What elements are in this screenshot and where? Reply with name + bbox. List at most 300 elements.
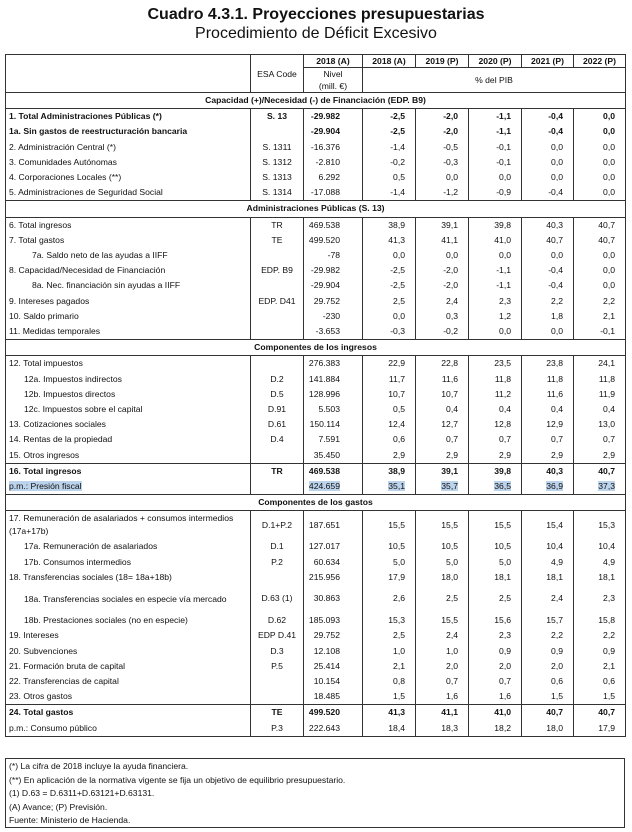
row-pct-value: 0,8 (363, 674, 416, 689)
header-esa-code: ESA Code (251, 55, 304, 93)
row-pct-value: 39,1 (416, 463, 469, 479)
row-pct-value: 2,2 (574, 294, 626, 309)
row-esa-code: D.5 (251, 387, 304, 402)
header-row-years (6, 55, 626, 68)
row-pct-value: 15,6 (469, 613, 522, 628)
row-label: 12. Total impuestos (6, 356, 251, 372)
row-pct-value (522, 479, 574, 495)
table-row (6, 628, 626, 643)
row-pct-value: -0,5 (416, 140, 469, 155)
row-pct-value: -0,1 (574, 324, 626, 340)
row-label: 22. Transferencias de capital (6, 674, 251, 689)
row-level: 25.414 (304, 659, 363, 674)
row-pct-value: 2,1 (574, 659, 626, 674)
row-pct-value: 0,0 (469, 324, 522, 340)
row-pct-value: 15,5 (416, 511, 469, 540)
table-row (6, 463, 626, 479)
row-level: 215.956 (304, 570, 363, 585)
row-level: -29.904 (304, 124, 363, 139)
row-pct-value: 0,7 (469, 432, 522, 447)
header-level-unit: (mill. €) (304, 80, 363, 93)
row-level: 150.114 (304, 417, 363, 432)
table-row (6, 387, 626, 402)
row-pct-value: 1,5 (574, 689, 626, 705)
row-pct-value: 15,8 (574, 613, 626, 628)
row-level: 185.093 (304, 613, 363, 628)
row-pct-value: 2,5 (363, 628, 416, 643)
table-row (6, 309, 626, 324)
table-row (6, 170, 626, 185)
row-label: 14. Rentas de la propiedad (6, 432, 251, 447)
row-pct-value: 39,1 (416, 217, 469, 233)
row-pct-value: 2,0 (416, 659, 469, 674)
section-header (6, 93, 626, 109)
row-esa-code: EDP. D41 (251, 294, 304, 309)
row-level: 35.450 (304, 448, 363, 464)
row-pct-value: 40,7 (574, 217, 626, 233)
footnote: (A) Avance; (P) Previsión. (9, 801, 108, 812)
row-pct-value: 40,3 (522, 463, 574, 479)
row-pct-value: 40,7 (574, 233, 626, 248)
row-pct-value: 18,1 (469, 570, 522, 585)
row-label: 6. Total ingresos (6, 217, 251, 233)
row-label: 18a. Transferencias sociales en especie vía mercado (6, 585, 251, 613)
row-pct-value-text: 36,9 (546, 481, 563, 492)
row-pct-value: 0,0 (416, 170, 469, 185)
row-pct-value: 41,1 (416, 233, 469, 248)
table-row (6, 372, 626, 387)
row-pct-value: 1,2 (469, 309, 522, 324)
table-row (6, 674, 626, 689)
row-pct-value: 0,0 (574, 248, 626, 263)
table-row (6, 294, 626, 309)
header-year-0: 2018 (A) (363, 55, 416, 68)
row-pct-value: 0,0 (522, 248, 574, 263)
row-pct-value: -1,1 (469, 124, 522, 139)
row-label: 11. Medidas temporales (6, 324, 251, 340)
row-label: 12b. Impuestos directos (6, 387, 251, 402)
row-label: 13. Cotizaciones sociales (6, 417, 251, 432)
header-pct-gdp: % del PIB (363, 68, 626, 93)
row-level: 276.383 (304, 356, 363, 372)
row-pct-value: 11,7 (363, 372, 416, 387)
table-row (6, 585, 626, 613)
row-esa-code: TR (251, 463, 304, 479)
row-pct-value: -1,2 (416, 185, 469, 201)
table-row (6, 324, 626, 340)
footnote: (1) D.63 = D.6311+D.63121+D.63131. (9, 788, 155, 799)
footnote: (*) La cifra de 2018 incluye la ayuda financiera. (9, 761, 189, 771)
row-pct-value: 41,0 (469, 705, 522, 721)
row-pct-value: -0,9 (469, 185, 522, 201)
row-esa-code: D.61 (251, 417, 304, 432)
row-pct-value: 2,1 (363, 659, 416, 674)
row-label: 18. Transferencias sociales (18= 18a+18b) (6, 570, 251, 585)
row-pct-value: 0,9 (469, 644, 522, 659)
row-label: 16. Total ingresos (6, 463, 251, 479)
row-level: 222.643 (304, 721, 363, 737)
row-pct-value: 11,8 (574, 372, 626, 387)
table-title: Cuadro 4.3.1. Proyecciones presupuestarias (147, 6, 485, 23)
row-pct-value: 18,2 (469, 721, 522, 737)
row-pct-value: 2,3 (574, 585, 626, 613)
row-level: 12.108 (304, 644, 363, 659)
row-label: 23. Otros gastos (6, 689, 251, 705)
row-pct-value: 10,7 (363, 387, 416, 402)
row-pct-value: 0,0 (574, 278, 626, 293)
row-pct-value: 0,6 (522, 674, 574, 689)
row-pct-value: 11,6 (522, 387, 574, 402)
row-pct-value: 0,5 (363, 170, 416, 185)
row-level: 10.154 (304, 674, 363, 689)
row-pct-value: 2,2 (522, 628, 574, 643)
row-pct-value: 13,0 (574, 417, 626, 432)
row-pct-value: 15,3 (574, 511, 626, 540)
row-label: 8. Capacidad/Necesidad de Financiación (6, 263, 251, 278)
row-pct-value: 4,9 (522, 555, 574, 570)
row-pct-value: 0,0 (363, 309, 416, 324)
row-pct-value-text: 36,5 (494, 481, 511, 492)
row-esa-code: P.2 (251, 555, 304, 570)
row-pct-value: 18,0 (522, 721, 574, 737)
table-row (6, 263, 626, 278)
row-pct-value: 10,4 (522, 539, 574, 554)
section-title: Componentes de los gastos (6, 495, 626, 511)
table-row (6, 721, 626, 737)
row-label: 7. Total gastos (6, 233, 251, 248)
row-level: 499.520 (304, 705, 363, 721)
row-pct-value: 1,6 (469, 689, 522, 705)
row-esa-code: S. 13 (251, 109, 304, 125)
row-label: 1. Total Administraciones Públicas (*) (6, 109, 251, 125)
row-level: 5.503 (304, 402, 363, 417)
table-row (6, 705, 626, 721)
row-pct-value: 15,3 (363, 613, 416, 628)
row-pct-value: 12,9 (522, 417, 574, 432)
row-pct-value: 1,0 (363, 644, 416, 659)
row-pct-value: 22,8 (416, 356, 469, 372)
row-label: 8a. Nec. financiación sin ayudas a IIFF (6, 278, 251, 293)
row-pct-value: -1,4 (363, 140, 416, 155)
row-pct-value: 0,4 (522, 402, 574, 417)
row-pct-value: 2,3 (469, 628, 522, 643)
table-subtitle: Procedimiento de Déficit Excesivo (195, 25, 437, 42)
section-title: Capacidad (+)/Necesidad (-) de Financiación (EDP. B9) (6, 93, 626, 109)
table-row (6, 278, 626, 293)
row-pct-value: 10,7 (416, 387, 469, 402)
table-row (6, 479, 626, 495)
row-level: 18.485 (304, 689, 363, 705)
row-pct-value: 22,9 (363, 356, 416, 372)
row-pct-value: 0,0 (363, 248, 416, 263)
row-label (6, 479, 251, 495)
row-pct-value: 38,9 (363, 217, 416, 233)
row-pct-value: -0,4 (522, 263, 574, 278)
row-pct-value: 2,2 (574, 628, 626, 643)
row-pct-value: 1,8 (522, 309, 574, 324)
row-pct-value: 2,9 (469, 448, 522, 464)
row-pct-value: 11,6 (416, 372, 469, 387)
row-pct-value: 15,4 (522, 511, 574, 540)
row-pct-value: 2,0 (469, 659, 522, 674)
row-pct-value: -2,0 (416, 278, 469, 293)
row-esa-code: D.3 (251, 644, 304, 659)
row-esa-code: TE (251, 705, 304, 721)
row-pct-value: 0,7 (522, 432, 574, 447)
row-pct-value: 0,0 (574, 124, 626, 139)
row-pct-value: 5,0 (363, 555, 416, 570)
row-esa-code: S. 1311 (251, 140, 304, 155)
row-level: -29.904 (304, 278, 363, 293)
row-pct-value: -0,4 (522, 185, 574, 201)
row-pct-value: 0,0 (469, 170, 522, 185)
row-pct-value: -0,2 (363, 155, 416, 170)
row-level: 29.752 (304, 294, 363, 309)
row-esa-code (251, 278, 304, 293)
table-row (6, 613, 626, 628)
row-pct-value: -0,3 (416, 155, 469, 170)
row-label: p.m.: Consumo público (6, 721, 251, 737)
row-pct-value: 11,8 (522, 372, 574, 387)
row-label: 17a. Remuneración de asalariados (6, 539, 251, 554)
row-level: -2.810 (304, 155, 363, 170)
table-row (6, 539, 626, 554)
row-pct-value: 1,5 (363, 689, 416, 705)
row-pct-value: -0,2 (416, 324, 469, 340)
row-label: 3. Comunidades Autónomas (6, 155, 251, 170)
row-pct-value: 0,9 (522, 644, 574, 659)
row-pct-value: -2,0 (416, 124, 469, 139)
row-pct-value: 0,0 (522, 170, 574, 185)
row-pct-value: 5,0 (416, 555, 469, 570)
row-pct-value: 15,5 (469, 511, 522, 540)
row-esa-code (251, 124, 304, 139)
row-pct-value (416, 479, 469, 495)
section-title: Componentes de los ingresos (6, 340, 626, 356)
row-pct-value: -0,4 (522, 124, 574, 139)
row-level: 187.651 (304, 511, 363, 540)
row-esa-code: D.2 (251, 372, 304, 387)
row-label-text: p.m.: Presión fiscal (9, 481, 82, 492)
row-pct-value: -2,5 (363, 109, 416, 125)
row-pct-value: 15,5 (363, 511, 416, 540)
row-label: 1a. Sin gastos de reestructuración bancaria (6, 124, 251, 139)
row-pct-value: 0,0 (522, 140, 574, 155)
budget-projections-table (5, 54, 626, 737)
row-esa-code (251, 479, 304, 495)
row-pct-value-text: 37,3 (598, 481, 615, 492)
row-esa-code: TR (251, 217, 304, 233)
row-level: -16.376 (304, 140, 363, 155)
row-pct-value: 0,0 (574, 185, 626, 201)
row-esa-code: D.1+P.2 (251, 511, 304, 540)
row-pct-value: 1,0 (416, 644, 469, 659)
table-row (6, 570, 626, 585)
table-row (6, 217, 626, 233)
table-row (6, 248, 626, 263)
row-pct-value: 17,9 (574, 721, 626, 737)
row-pct-value (469, 479, 522, 495)
section-header (6, 340, 626, 356)
row-pct-value: -1,1 (469, 263, 522, 278)
table-row (6, 448, 626, 464)
row-pct-value: 4,9 (574, 555, 626, 570)
row-level: 499.520 (304, 233, 363, 248)
row-label: 9. Intereses pagados (6, 294, 251, 309)
row-pct-value: 23,5 (469, 356, 522, 372)
row-pct-value: 2,9 (416, 448, 469, 464)
row-pct-value: 2,0 (522, 659, 574, 674)
row-pct-value: 2,6 (363, 585, 416, 613)
row-pct-value: 0,4 (469, 402, 522, 417)
row-pct-value: 10,5 (469, 539, 522, 554)
footnotes (5, 758, 625, 828)
row-label: 24. Total gastos (6, 705, 251, 721)
header-level-year: 2018 (A) (304, 55, 363, 68)
footnote: (**) En aplicación de la normativa vigente se fija un objetivo de equilibrio presupuestario. (9, 774, 346, 785)
row-pct-value: 18,1 (574, 570, 626, 585)
table-row (6, 511, 626, 540)
row-pct-value: 0,0 (574, 109, 626, 125)
table-row (6, 644, 626, 659)
row-label: 17b. Consumos intermedios (6, 555, 251, 570)
row-esa-code: EDP D.41 (251, 628, 304, 643)
table-row (6, 402, 626, 417)
row-pct-value: -0,1 (469, 140, 522, 155)
row-esa-code: TE (251, 233, 304, 248)
row-esa-code: EDP. B9 (251, 263, 304, 278)
table-row (6, 185, 626, 201)
row-pct-value: 2,5 (469, 585, 522, 613)
row-esa-code: D.91 (251, 402, 304, 417)
row-pct-value: 2,2 (522, 294, 574, 309)
row-esa-code: P.3 (251, 721, 304, 737)
row-label: 5. Administraciones de Seguridad Social (6, 185, 251, 201)
row-pct-value: -2,5 (363, 124, 416, 139)
row-esa-code (251, 674, 304, 689)
row-esa-code (251, 248, 304, 263)
header-level-label: Nivel (304, 68, 363, 81)
row-level (304, 479, 363, 495)
row-pct-value: -1,1 (469, 109, 522, 125)
row-pct-value: 2,4 (416, 294, 469, 309)
row-pct-value: 0,4 (416, 402, 469, 417)
table-row (6, 356, 626, 372)
row-pct-value: 40,3 (522, 217, 574, 233)
row-esa-code (251, 689, 304, 705)
table-row (6, 659, 626, 674)
row-esa-code (251, 570, 304, 585)
row-pct-value: 2,4 (522, 585, 574, 613)
row-pct-value: 40,7 (574, 463, 626, 479)
row-pct-value: 0,0 (522, 324, 574, 340)
row-esa-code: D.1 (251, 539, 304, 554)
row-pct-value: -0,4 (522, 278, 574, 293)
header-year-3: 2021 (P) (522, 55, 574, 68)
row-pct-value: 18,1 (522, 570, 574, 585)
row-pct-value: 2,9 (522, 448, 574, 464)
row-pct-value: 40,7 (522, 233, 574, 248)
table-row (6, 233, 626, 248)
row-pct-value: 0,0 (574, 170, 626, 185)
row-pct-value: -0,4 (522, 109, 574, 125)
row-label: 4. Corporaciones Locales (**) (6, 170, 251, 185)
row-level: -29.982 (304, 263, 363, 278)
row-level: -3.653 (304, 324, 363, 340)
row-pct-value: 39,8 (469, 217, 522, 233)
row-pct-value: 0,0 (522, 155, 574, 170)
row-label: 12c. Impuestos sobre el capital (6, 402, 251, 417)
row-pct-value: 18,4 (363, 721, 416, 737)
row-pct-value: -1,4 (363, 185, 416, 201)
row-pct-value: 2,9 (363, 448, 416, 464)
row-pct-value: 40,7 (574, 705, 626, 721)
row-esa-code: D.62 (251, 613, 304, 628)
row-pct-value: -2,5 (363, 263, 416, 278)
row-pct-value: 0,4 (574, 402, 626, 417)
row-pct-value: 1,5 (522, 689, 574, 705)
row-esa-code (251, 448, 304, 464)
row-pct-value: 0,7 (469, 674, 522, 689)
row-esa-code: D.63 (1) (251, 585, 304, 613)
row-pct-value: -0,1 (469, 155, 522, 170)
row-level: 469.538 (304, 463, 363, 479)
row-pct-value: 2,4 (416, 628, 469, 643)
row-pct-value: 17,9 (363, 570, 416, 585)
row-pct-value: 12,8 (469, 417, 522, 432)
table-row (6, 689, 626, 705)
row-level: 7.591 (304, 432, 363, 447)
row-label: 18b. Prestaciones sociales (no en especie) (6, 613, 251, 628)
row-pct-value: 0,0 (469, 248, 522, 263)
row-label: 10. Saldo primario (6, 309, 251, 324)
section-header (6, 201, 626, 217)
row-level: 30.863 (304, 585, 363, 613)
row-pct-value (363, 479, 416, 495)
row-pct-value: 0,6 (574, 674, 626, 689)
row-label: 7a. Saldo neto de las ayudas a IIFF (6, 248, 251, 263)
row-pct-value: -0,3 (363, 324, 416, 340)
row-pct-value: 10,4 (574, 539, 626, 554)
row-pct-value: 0,6 (363, 432, 416, 447)
row-label: 17. Remuneración de asalariados + consumos intermedios (17a+17b) (6, 511, 251, 540)
table-row (6, 109, 626, 125)
header-year-1: 2019 (P) (416, 55, 469, 68)
row-pct-value: 15,5 (416, 613, 469, 628)
row-pct-value: 0,5 (363, 402, 416, 417)
row-pct-value: 2,3 (469, 294, 522, 309)
row-pct-value: 10,5 (416, 539, 469, 554)
row-pct-value: 11,8 (469, 372, 522, 387)
row-esa-code: S. 1313 (251, 170, 304, 185)
row-level: -78 (304, 248, 363, 263)
row-pct-value: 41,3 (363, 705, 416, 721)
row-pct-value: 11,2 (469, 387, 522, 402)
table-row (6, 432, 626, 447)
row-level: -29.982 (304, 109, 363, 125)
row-pct-value: 18,0 (416, 570, 469, 585)
row-pct-value: 0,3 (416, 309, 469, 324)
row-level: 141.884 (304, 372, 363, 387)
row-pct-value: 23,8 (522, 356, 574, 372)
row-level: 469.538 (304, 217, 363, 233)
row-pct-value: 2,9 (574, 448, 626, 464)
footnote: Fuente: Ministerio de Hacienda. (9, 815, 131, 826)
row-level: -230 (304, 309, 363, 324)
row-esa-code (251, 324, 304, 340)
row-esa-code (251, 309, 304, 324)
row-pct-value: -2,5 (363, 278, 416, 293)
